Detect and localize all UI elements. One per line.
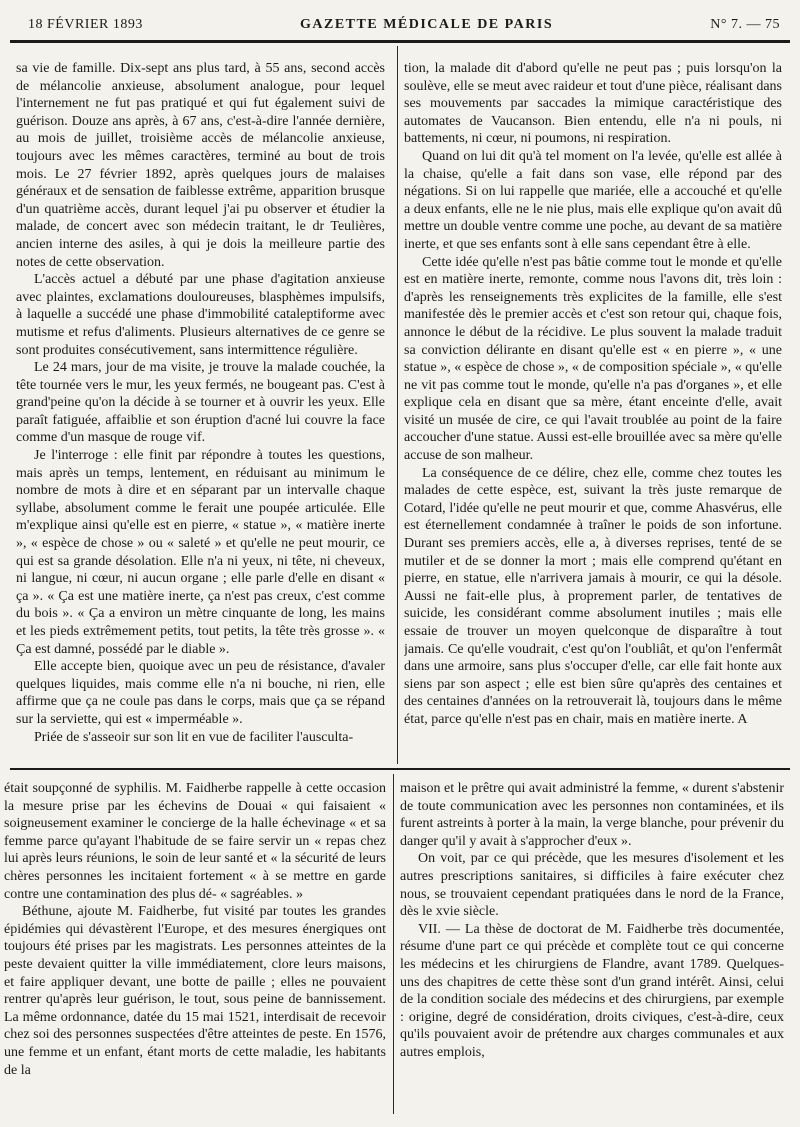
header-title: GAZETTE MÉDICALE DE PARIS	[300, 17, 554, 32]
column-divider-top	[397, 46, 398, 764]
header-date: 18 FÉVRIER 1893	[28, 17, 143, 32]
paragraph: Quand on lui dit qu'à tel moment on l'a levée, qu'elle est allée à la chaise, qu'elle a fait dans son vase, elle répond par des négations. Si on lui rappelle que mariée, elle a accouché et qu'elle a deux enfants, elle ne le nie plus, mais elle explique qu'on avait dû mettre un double ventre comme une poche, au devant de sa matière inerte, et que ses enfants sont à elle sans cependant être à elle.	[404, 148, 782, 252]
paragraph: VII. — La thèse de doctorat de M. Faidherbe très documentée, résume d'une part ce qui précède et complète tout ce qui concerne les médecins et les chirurgiens de Flandre, avant 1789. Quelques-uns des chapitres de cette thèse sont d'un grand intérêt. Ainsi, celui de la condition sociale des médecins et des chirurgiens, par exemple : origine, degré de considération, droits civiques, c'est-à-dire, ceux qu'ils pouvaient avoir de prétendre aux charges communales et aux autres emplois,	[400, 921, 784, 1060]
header-rule	[10, 40, 790, 43]
paragraph: tion, la malade dit d'abord qu'elle ne peut pas ; puis lorsqu'on la soulève, elle se meut avec raideur et tout d'une pièce, réalisant dans ses mouvements par saccades la mimique caractéristique des automates de Vaucanson. Bien entendu, elle n'a ni pouls, ni battements, ni cœur, ni poumons, ni respiration.	[404, 61, 782, 147]
article-bottom-left-column	[4, 780, 386, 1118]
page-header	[28, 14, 780, 36]
paragraph: La conséquence de ce délire, chez elle, comme chez toutes les malades de cette espèce, est, suivant la très juste remarque de Cotard, l'idée qu'elle ne peut mourir et que, comme Ahasvérus, elle est éternellement condamnée à traîner le poids de son infortune. Durant ses premiers accès, elle a, à diverses reprises, tenté de se mutiler et de se donner la mort ; mais elle comprend qu'étant en pierre, en statue, elle n'arrivera jamais à mourir, ce qui la désole. Aussi ne fait-elle plus, à proprement parler, de tentatives de suicide, les considérant comme absolument inutiles ; mais elle essaie de trouver un moyen quelconque de disparaître à tout jamais. Ce qu'elle voudrait, c'est qu'on l'oubliât, et qu'on l'enfermât dans une armoire, sans plus s'occuper d'elle, car elle fait honte aux siens par son aspect ; elle est bien sûre qu'après des centaines et des centaines d'années on la retrouverait là, toujours dans le même état, parce qu'elle n'est pas en chair, mais en matière inerte. A	[404, 465, 782, 727]
column-divider-bottom	[393, 774, 394, 1114]
paragraph: Je l'interroge : elle finit par répondre à toutes les questions, mais après un temps, lentement, en réduisant au minimum le nombre de mots à dire et en séparant par un intervalle chaque syllabe, absolument comme le ferait une poupée articulée. Elle m'explique ainsi qu'elle est en pierre, « statue », « matière inerte », « espèce de chose » ou « saleté » et qu'elle ne peut mourir, ce qui est sa grande désolation. Elle n'a ni yeux, ni tête, ni cheveux, ni langue, ni cœur, ni aucun organe ; elle parle d'elle en disant « ça ». « Ça est une matière inerte, ça n'est pas creux, c'est comme du bois ». « Ça a environ un mètre cinquante de long, les mains et les pieds extrêmement petits, tout petits, la tête très grosse ». « Ça est damné, possédé par le diable ».	[16, 448, 385, 657]
paragraph: sa vie de famille. Dix-sept ans plus tard, à 55 ans, second accès de mélancolie anxieuse, absolument analogue, pour lequel l'internement ne fut pas pratiqué et qui fut également suivi de guérison. Douze ans après, à 67 ans, c'est-à-dire l'année dernière, au mois de juillet, troisième accès de mélancolie anxieuse, toujours avec les mêmes caractères, terminé au bout de trois mois. Le 27 février 1892, après quelques jours de malaises généraux et de sensation de faiblesse extrême, apparition brusque d'un quatrième accès, durant lequel j'ai pu observer et étudier la malade, de concert avec son médecin traitant, le dr Teulières, ancien interne des asiles, à qui je dois la meilleure partie des notes de cette observation.	[16, 61, 385, 270]
article-top-left-column	[16, 60, 385, 762]
header-issue: N° 7. — 75	[710, 17, 780, 32]
paragraph: Cette idée qu'elle n'est pas bâtie comme tout le monde et qu'elle est en matière inerte, remonte, comme nous l'avons dit, très loin : d'après les renseignements très explicites de la famille, elle s'est manifestée dès le premier accès et c'est son retour qui, chaque fois, annonce le début de la récidive. Le plus souvent la malade traduit sa conviction délirante en disant qu'elle est « en pierre », « une statue », « espèce de chose », « de composition spéciale », « qu'elle ne vit pas comme tout le monde, qu'elle n'a pas d'organes », et elle explique cela en disant que sa mère, étant enceinte d'elle, avait visité un musée de cire, ce qui l'avait troublée au point de la faire accoucher d'une statue. Aussi est-elle brouillée avec sa mère qu'elle accuse de son malheur.	[404, 254, 782, 464]
paragraph: était soupçonné de syphilis. M. Faidherbe rappelle à cette occasion la mesure prise par les échevins de Douai « qui faisaient « soigneusement examiner le concierge de la halle échevinage « et sa femme parce qu'ayant l'habitude de se faire servir un « repas chez lui après leurs réunions, le soin de leur santé et « la sécurité de leurs chères personnes les incitaient fortement « à se mettre en garde contre une contamination des plus dé- « sagréables. »	[4, 781, 386, 902]
paragraph: Priée de s'asseoir sur son lit en vue de faciliter l'ausculta-	[34, 729, 354, 745]
article-bottom-right-column	[400, 780, 784, 1118]
paragraph: maison et le prêtre qui avait administré la femme, « durent s'abstenir de toute communication avec les personnes non contaminées, et ils furent astreints à porter à la main, la verge blanche, pour prévenir du danger qu'il y avait à s'approcher d'eux ».	[400, 781, 784, 849]
paragraph: Béthune, ajoute M. Faidherbe, fut visité par toutes les grandes épidémies qui dévastèrent l'Europe, et des mesures énergiques ont toujours été prises par les magistrats. Les personnes atteintes de la peste devaient quitter la ville immédiatement, clore leurs maisons, et faire appliquer devant, une botte de paille ; elles ne pouvaient rentrer qu'après leur guérison, le tout, sous peine de bannissement. La même ordonnance, datée du 15 mai 1521, interdisait de recevoir chez soi des personnes suspectées d'être atteintes de peste. En 1576, une femme et un enfant, étant morts de cette maladie, les habitants de la	[4, 904, 386, 1078]
section-rule	[10, 768, 790, 770]
article-top-right-column	[404, 60, 782, 762]
paragraph: On voit, par ce qui précède, que les mesures d'isolement et les autres prescriptions sanitaires, si difficiles à faire exécuter chez nous, se trouvaient cependant pratiquées dans le nord de la France, dès le xvie siècle.	[400, 851, 784, 920]
paragraph: L'accès actuel a débuté par une phase d'agitation anxieuse avec plaintes, exclamations douloureuses, blasphèmes impulsifs, à laquelle a succédé une phase d'immobilité cataleptiforme avec mutisme et refus d'aliments. Plusieurs alternatives de ce genre se sont produites consécutivement, sans intermittence régulière.	[16, 272, 385, 358]
paragraph: Elle accepte bien, quoique avec un peu de résistance, d'avaler quelques liquides, mais comme elle n'a ni bouche, ni rien, elle affirme que ça ne coule pas dans le corps, mais que ça se répand sur la serviette, qui est « imperméable ».	[16, 659, 385, 727]
paragraph: Le 24 mars, jour de ma visite, je trouve la malade couchée, la tête tournée vers le mur, les yeux fermés, ne bougeant pas. C'est à grand'peine qu'on la décide à se tourner et à ouvrir les yeux. Elle paraît fatiguée, affaiblie et son éruption d'acné lui couvre la face comme d'un masque de rouge vif.	[16, 360, 385, 446]
